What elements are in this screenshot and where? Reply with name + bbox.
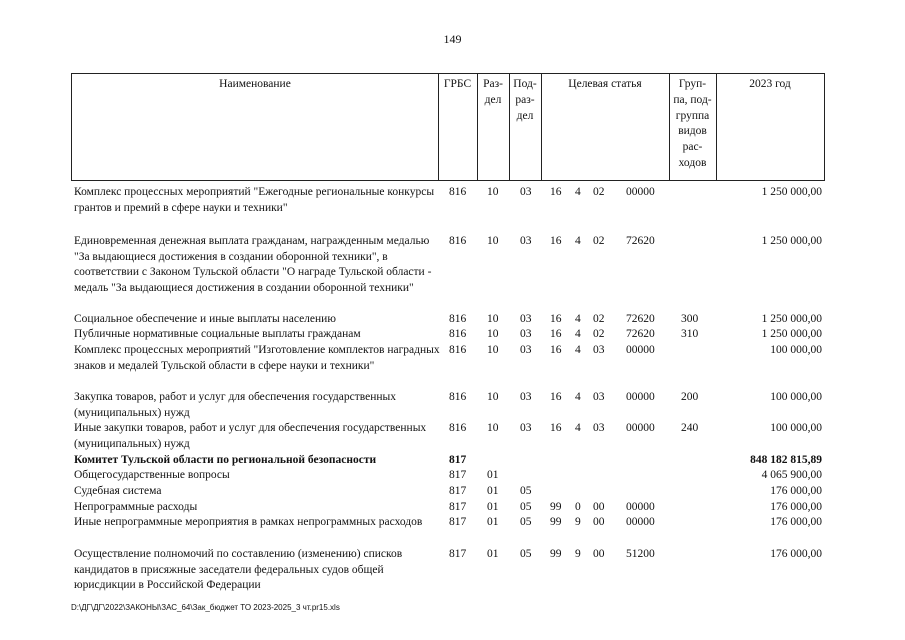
row-podr: 05 <box>520 548 532 560</box>
row-name: Общегосударственные вопросы <box>74 469 230 481</box>
row-razd: 10 <box>487 344 499 356</box>
row-cs2: 4 <box>575 186 581 198</box>
row-grbs: 817 <box>449 548 467 560</box>
row-sum: 1 250 000,00 <box>761 313 822 325</box>
header-celevaya: Целевая статья <box>568 78 642 90</box>
row-podr: 03 <box>520 328 532 340</box>
row-cs3: 00 <box>593 501 605 513</box>
header-name: Наименование <box>219 78 291 90</box>
row-grp: 300 <box>681 313 699 325</box>
row-podr: 03 <box>520 235 532 247</box>
row-sum: 176 000,00 <box>770 485 822 497</box>
row-cs4: 72620 <box>626 313 655 325</box>
row-cs2: 9 <box>575 548 581 560</box>
row-podr: 03 <box>520 422 532 434</box>
row-razd: 01 <box>487 548 499 560</box>
row-sum: 100 000,00 <box>770 422 822 434</box>
row-podr: 03 <box>520 186 532 198</box>
header-year: 2023 год <box>749 78 791 90</box>
row-cs2: 0 <box>575 501 581 513</box>
header-razdel: Раз- дел <box>483 78 503 106</box>
row-cs1: 16 <box>550 391 562 403</box>
row-razd: 01 <box>487 485 499 497</box>
row-cs4: 72620 <box>626 235 655 247</box>
header-gruppa: Груп- па, под- группа видов рас- ходов <box>673 78 712 169</box>
row-cs3: 00 <box>593 548 605 560</box>
row-name: Иные закупки товаров, работ и услуг для обеспечения государственных (муниципальных) нужд <box>74 422 427 450</box>
row-cs3: 02 <box>593 186 605 198</box>
row-name: Комплекс процессных мероприятий "Ежегодные региональные конкурсы грантов и премий в сфере науки и техники" <box>74 186 435 214</box>
row-cs1: 16 <box>550 328 562 340</box>
row-cs4: 00000 <box>626 344 655 356</box>
row-name: Социальное обеспечение и иные выплаты населению <box>74 313 336 325</box>
row-sum: 100 000,00 <box>770 391 822 403</box>
row-cs1: 99 <box>550 548 562 560</box>
row-grbs: 816 <box>449 235 467 247</box>
row-cs1: 16 <box>550 235 562 247</box>
row-podr: 03 <box>520 344 532 356</box>
row-name: Публичные нормативные социальные выплаты гражданам <box>74 328 361 340</box>
row-cs3: 03 <box>593 422 605 434</box>
row-name: Иные непрограммные мероприятия в рамках непрограммных расходов <box>74 516 423 528</box>
row-razd: 10 <box>487 328 499 340</box>
row-cs3: 03 <box>593 344 605 356</box>
row-cs1: 16 <box>550 422 562 434</box>
row-name: Непрограммные расходы <box>74 501 198 513</box>
row-razd: 10 <box>487 422 499 434</box>
row-cs2: 4 <box>575 328 581 340</box>
row-cs4: 00000 <box>626 186 655 198</box>
header-podrazdel: Под- раз- дел <box>513 78 537 122</box>
row-cs2: 4 <box>575 313 581 325</box>
row-razd: 01 <box>487 469 499 481</box>
row-razd: 10 <box>487 391 499 403</box>
row-grp: 310 <box>681 328 699 340</box>
row-sum: 4 065 900,00 <box>761 469 822 481</box>
row-grp: 240 <box>681 422 699 434</box>
row-podr: 03 <box>520 313 532 325</box>
row-sum: 1 250 000,00 <box>761 186 822 198</box>
row-sum: 100 000,00 <box>770 344 822 356</box>
row-sum: 1 250 000,00 <box>761 328 822 340</box>
row-grbs: 817 <box>449 454 467 466</box>
row-cs4: 72620 <box>626 328 655 340</box>
row-cs2: 4 <box>575 422 581 434</box>
header-grbs: ГРБС <box>443 78 472 90</box>
row-cs3: 02 <box>593 328 605 340</box>
row-grbs: 816 <box>449 344 467 356</box>
row-cs1: 16 <box>550 313 562 325</box>
row-cs3: 00 <box>593 516 605 528</box>
row-podr: 05 <box>520 501 532 513</box>
row-cs2: 9 <box>575 516 581 528</box>
row-name: Единовременная денежная выплата гражданам, награжденным медалью "За выдающиеся достижения в создании оборонной техники", в соответствии с Законом Тульской области "О награде Тульской области - медаль "За выдающиеся достижения в создании оборонной техники" <box>74 235 432 294</box>
row-sum: 176 000,00 <box>770 548 822 560</box>
row-cs1: 99 <box>550 501 562 513</box>
row-cs4: 00000 <box>626 391 655 403</box>
table-header <box>71 73 825 181</box>
row-podr: 03 <box>520 391 532 403</box>
file-path-footer: D:\ДГ\ДГ\2022\ЗАКОНЫ\ЗАС_64\Зак_бюджет ТО 2023-2025_3 чт.pr15.xls <box>71 603 340 612</box>
row-name: Комплекс процессных мероприятий "Изготовление комплектов наградных знаков и медалей Тульской области в сфере науки и техники" <box>74 344 440 372</box>
row-razd: 01 <box>487 501 499 513</box>
row-grbs: 817 <box>449 485 467 497</box>
row-grbs: 816 <box>449 422 467 434</box>
row-cs4: 51200 <box>626 548 655 560</box>
row-razd: 01 <box>487 516 499 528</box>
page-number: 149 <box>443 32 462 46</box>
row-cs4: 00000 <box>626 501 655 513</box>
row-grbs: 817 <box>449 501 467 513</box>
row-cs3: 02 <box>593 235 605 247</box>
row-cs1: 16 <box>550 186 562 198</box>
row-razd: 10 <box>487 313 499 325</box>
row-cs2: 4 <box>575 235 581 247</box>
row-cs1: 99 <box>550 516 562 528</box>
row-sum: 176 000,00 <box>770 516 822 528</box>
row-sum: 176 000,00 <box>770 501 822 513</box>
row-grbs: 816 <box>449 186 467 198</box>
row-name: Закупка товаров, работ и услуг для обеспечения государственных (муниципальных) нужд <box>74 391 397 419</box>
row-grbs: 816 <box>449 328 467 340</box>
row-cs4: 00000 <box>626 422 655 434</box>
row-podr: 05 <box>520 485 532 497</box>
row-name: Осуществление полномочий по составлению (изменению) списков кандидатов в присяжные заседатели федеральных судов общей юрисдикции в Российской Федерации <box>74 548 403 591</box>
row-cs2: 4 <box>575 344 581 356</box>
row-grp: 200 <box>681 391 699 403</box>
row-cs4: 00000 <box>626 516 655 528</box>
row-razd: 10 <box>487 186 499 198</box>
row-name: Комитет Тульской области по региональной безопасности <box>74 454 377 466</box>
row-podr: 05 <box>520 516 532 528</box>
row-razd: 10 <box>487 235 499 247</box>
row-cs2: 4 <box>575 391 581 403</box>
row-grbs: 816 <box>449 391 467 403</box>
row-sum: 1 250 000,00 <box>761 235 822 247</box>
row-cs3: 03 <box>593 391 605 403</box>
row-cs1: 16 <box>550 344 562 356</box>
row-sum: 848 182 815,89 <box>750 454 822 466</box>
row-grbs: 817 <box>449 516 467 528</box>
row-grbs: 817 <box>449 469 467 481</box>
row-cs3: 02 <box>593 313 605 325</box>
row-name: Судебная система <box>74 485 162 497</box>
row-grbs: 816 <box>449 313 467 325</box>
